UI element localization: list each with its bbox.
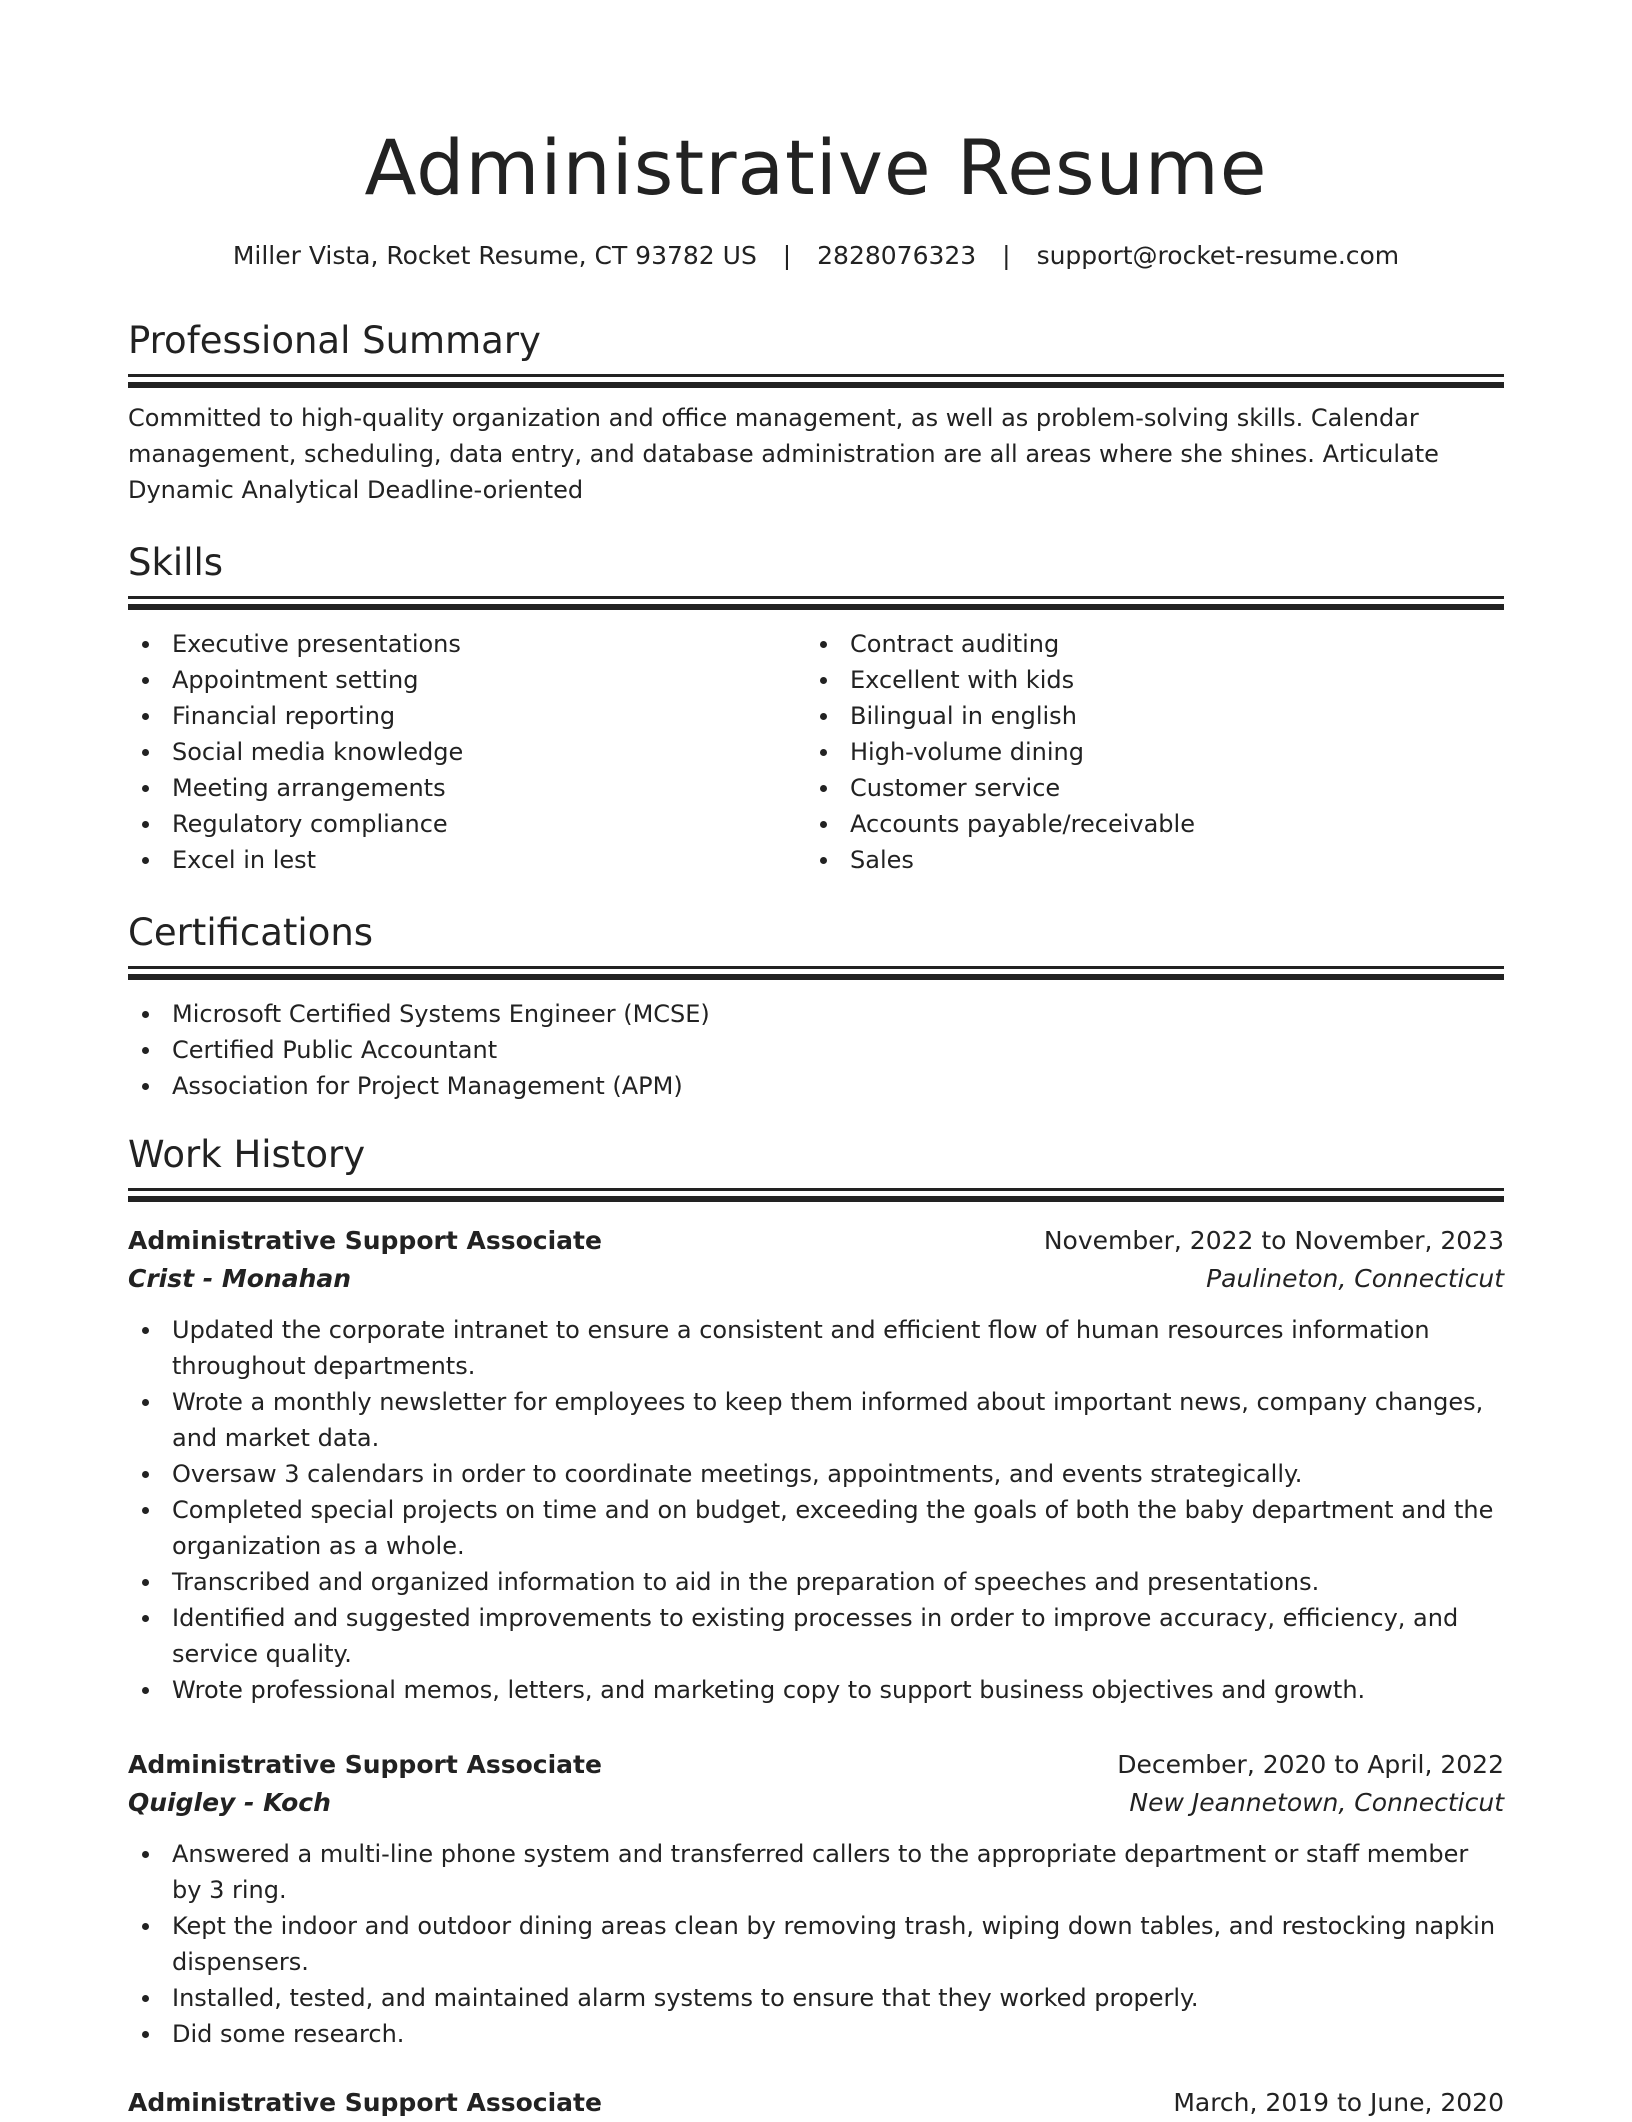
job-duty: Installed, tested, and maintained alarm systems to ensure that they worked properly.: [128, 1980, 1504, 2016]
job-duty: Answered a multi-line phone system and transferred callers to the appropriate department or staff member by 3 ring.: [128, 1836, 1504, 1908]
skills-right-list: [806, 626, 1484, 878]
skill-item: Excel in lest: [128, 842, 806, 878]
section-divider: [128, 966, 1504, 969]
section-divider: [128, 374, 1504, 377]
section-divider: [128, 974, 1504, 980]
skill-item: Executive presentations: [128, 626, 806, 662]
summary-text: Committed to high-quality organization and office management, as well as problem-solving skills. Calendar management, scheduling, data entry, and database administration are all areas where she shines. Articulate Dynamic Analytical Deadline-oriented: [128, 404, 1439, 504]
job-duties-list: [128, 1312, 1504, 1708]
skill-item: Meeting arrangements: [128, 770, 806, 806]
job-duty: Transcribed and organized information to aid in the preparation of speeches and presentations.: [128, 1564, 1504, 1600]
summary-heading: Professional Summary: [128, 319, 541, 362]
job-duty: Kept the indoor and outdoor dining areas clean by removing trash, wiping down tables, and restocking napkin dispensers.: [128, 1908, 1504, 1980]
skill-item: Financial reporting: [128, 698, 806, 734]
contact-separator: |: [1002, 241, 1011, 270]
skills-left-list: [128, 626, 806, 878]
job-title: Administrative Support Associate: [128, 1226, 602, 1255]
section-divider: [128, 382, 1504, 388]
skill-item: Customer service: [806, 770, 1484, 806]
contact-phone: 2828076323: [817, 241, 977, 270]
job-duty: Updated the corporate intranet to ensure a consistent and efficient flow of human resources information throughout departments.: [128, 1312, 1504, 1384]
section-divider: [128, 1196, 1504, 1202]
contact-line: [128, 238, 1504, 274]
contact-address: Miller Vista, Rocket Resume, CT 93782 US: [232, 241, 757, 270]
section-divider: [128, 604, 1504, 610]
job-duty: Oversaw 3 calendars in order to coordinate meetings, appointments, and events strategically.: [128, 1456, 1504, 1492]
job-company: Crist - Monahan: [128, 1264, 352, 1293]
job-dates: March, 2019 to June, 2020: [1173, 2088, 1504, 2117]
section-divider: [128, 596, 1504, 599]
skill-item: Accounts payable/receivable: [806, 806, 1484, 842]
job-location: Paulineton, Connecticut: [1206, 1264, 1504, 1293]
job-company: Quigley - Koch: [128, 1788, 331, 1817]
skills-heading: Skills: [128, 541, 224, 584]
resume-page: [128, 0, 1504, 2117]
contact-separator: |: [782, 241, 792, 270]
job-duty: Wrote professional memos, letters, and marketing copy to support business objectives and growth.: [128, 1672, 1504, 1708]
skill-item: Bilingual in english: [806, 698, 1484, 734]
work-history-heading: Work History: [128, 1133, 366, 1176]
skills-columns: [128, 626, 1504, 878]
skill-item: Sales: [806, 842, 1484, 878]
skill-item: Regulatory compliance: [128, 806, 806, 842]
certification-item: Microsoft Certified Systems Engineer (MCSE): [128, 996, 1504, 1032]
skills-section: [128, 538, 1504, 878]
skill-item: Social media knowledge: [128, 734, 806, 770]
job-entry: [128, 1222, 1504, 1708]
certifications-section: [128, 908, 1504, 1104]
job-duty: Identified and suggested improvements to existing processes in order to improve accuracy, efficiency, and service quality.: [128, 1600, 1504, 1672]
certifications-heading: Certifications: [128, 911, 374, 954]
job-duty: Completed special projects on time and on budget, exceeding the goals of both the baby department and the organization as a whole.: [128, 1492, 1504, 1564]
job-location: New Jeannetown, Connecticut: [1129, 1788, 1504, 1817]
job-duty: Wrote a monthly newsletter for employees to keep them informed about important news, company changes, and market data.: [128, 1384, 1504, 1456]
contact-email: support@rocket-resume.com: [1036, 241, 1400, 270]
job-title: Administrative Support Associate: [128, 1750, 602, 1779]
certification-item: Certified Public Accountant: [128, 1032, 1504, 1068]
page-title: Administrative Resume: [364, 123, 1268, 212]
skill-item: Contract auditing: [806, 626, 1484, 662]
skill-item: High-volume dining: [806, 734, 1484, 770]
job-dates: December, 2020 to April, 2022: [1117, 1750, 1504, 1779]
skill-item: Appointment setting: [128, 662, 806, 698]
summary-section: [128, 316, 1504, 508]
job-entry: [128, 1746, 1504, 2052]
work-history-section: [128, 1130, 1504, 1202]
job-duty: Did some research.: [128, 2016, 1504, 2052]
section-divider: [128, 1188, 1504, 1191]
job-entry: [128, 2084, 1504, 2122]
job-duties-list: [128, 1836, 1504, 2052]
certification-item: Association for Project Management (APM): [128, 1068, 1504, 1104]
certifications-list: [128, 996, 1504, 1104]
job-title: Administrative Support Associate: [128, 2088, 602, 2117]
skill-item: Excellent with kids: [806, 662, 1484, 698]
job-dates: November, 2022 to November, 2023: [1043, 1226, 1504, 1255]
